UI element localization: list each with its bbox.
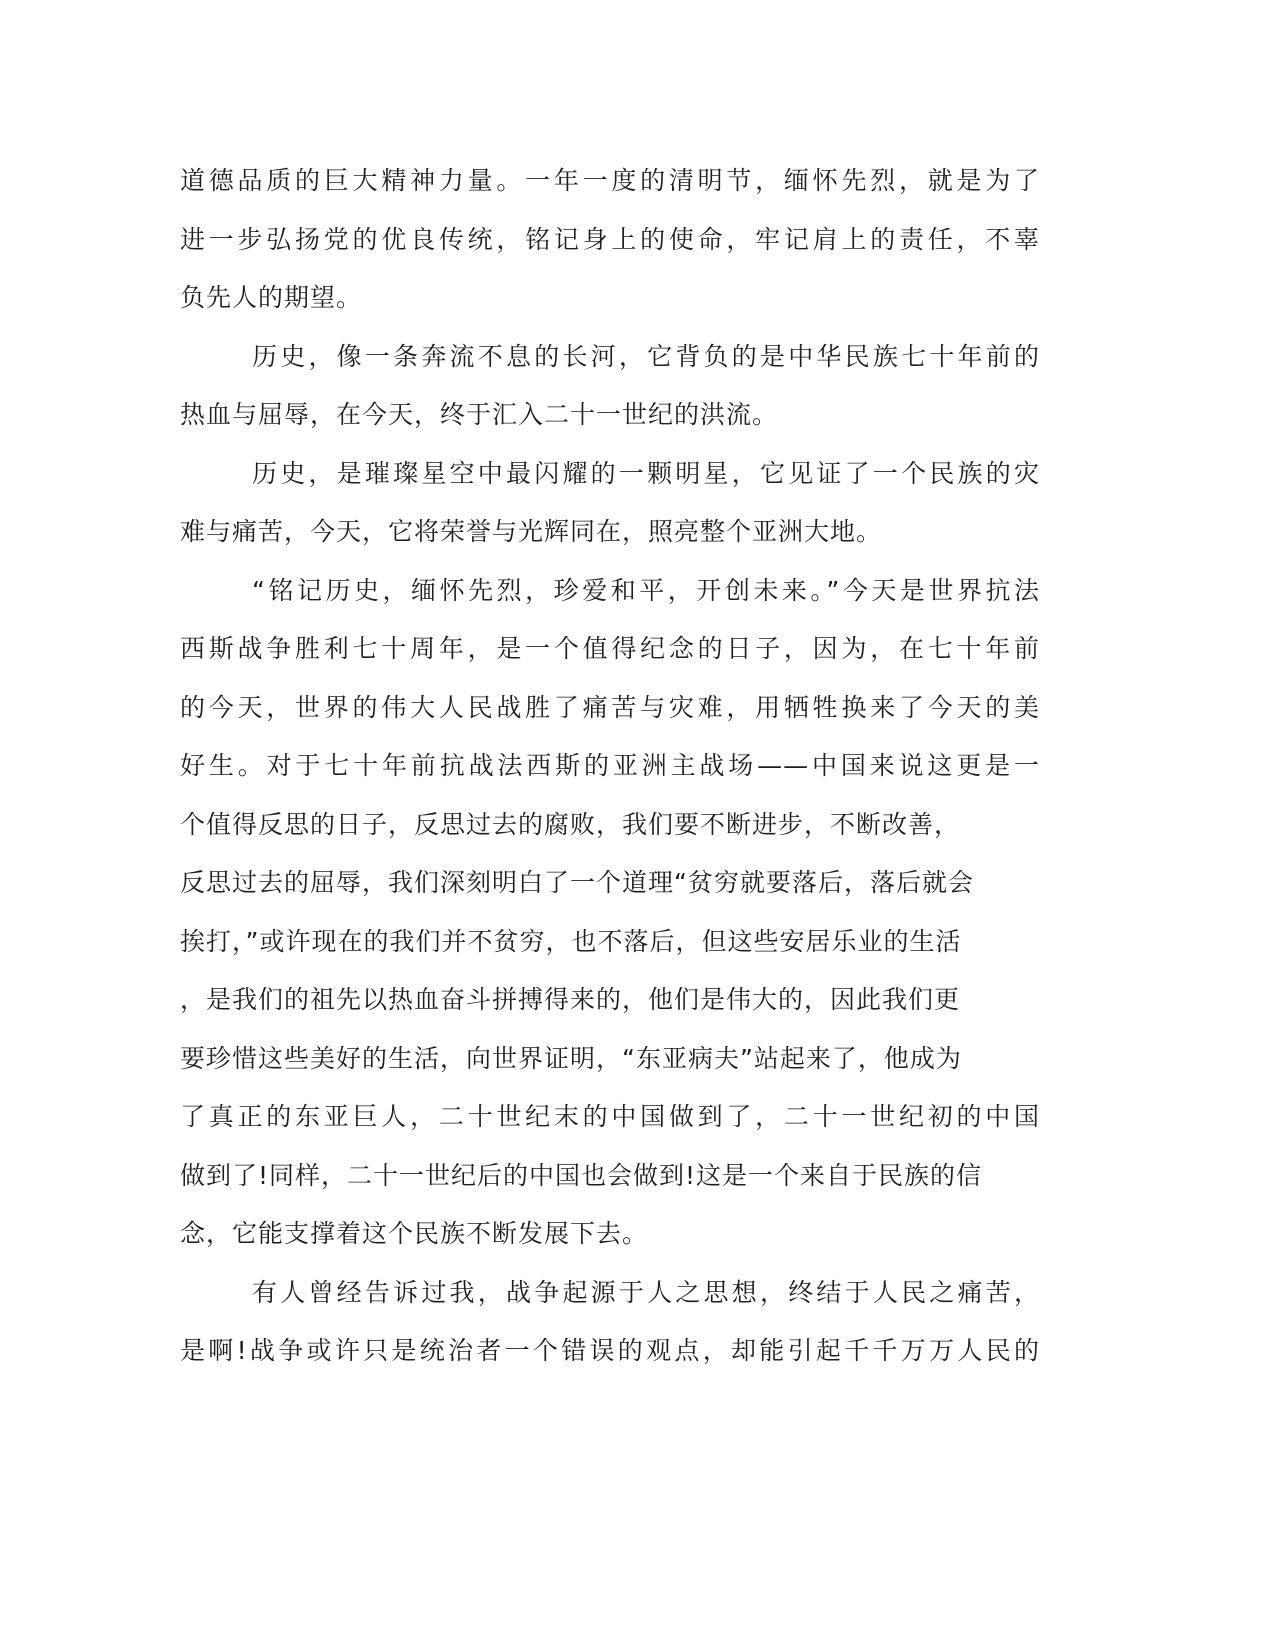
text-line: 难与痛苦，今天，它将荣誉与光辉同在，照亮整个亚洲大地。 [180,517,883,546]
text-line: 个值得反思的日子，反思过去的腐败，我们要不断进步，不断改善， [180,809,961,839]
text-line: 的今天，世界的伟大人民战胜了痛苦与灾难，用牺牲换来了今天的美 [180,692,1040,722]
text-line: 是啊!战争或许只是统治者一个错误的观点，却能引起千千万万人民的 [180,1336,1040,1365]
text-line: 好生。对于七十年前抗战法西斯的亚洲主战场——中国来说这更是一 [180,751,1040,780]
paragraph-first-line: 历史，是璀璨星空中最闪耀的一颗明星，它见证了一个民族的灾 [252,458,1040,488]
text-line: 挨打，”或许现在的我们并不贫穷，也不落后，但这些安居乐业的生活 [180,926,962,956]
text-line: 了真正的东亚巨人，二十世纪末的中国做到了，二十一世纪初的中国 [180,1102,1040,1131]
text-line: 做到了!同样，二十一世纪后的中国也会做到!这是一个来自于民族的信 [180,1160,983,1190]
text-line: 反思过去的屈辱，我们深刻明白了一个道理“贫穷就要落后，落后就会 [180,868,974,897]
paragraph-first-line: 历史，像一条奔流不息的长河，它背负的是中华民族七十年前的 [252,341,1040,371]
text-line: 热血与屈辱，在今天，终于汇入二十一世纪的洪流。 [180,400,779,429]
text-line: 道德品质的巨大精神力量。一年一度的清明节，缅怀先烈，就是为了 [180,166,1040,195]
body-text [180,152,1040,1381]
text-line: 念，它能支撑着这个民族不断发展下去。 [180,1219,649,1248]
paragraph-first-line: “铭记历史，缅怀先烈，珍爱和平，开创未来。”今天是世界抗法 [252,575,1040,605]
text-line: 西斯战争胜利七十周年，是一个值得纪念的日子，因为，在七十年前 [180,634,1040,663]
paragraph-first-line: 有人曾经告诉过我，战争起源于人之思想，终结于人民之痛苦， [252,1277,1040,1307]
text-line: 要珍惜这些美好的生活，向世界证明，“东亚病夫”站起来了，他成为 [180,1043,962,1073]
text-line: 进一步弘扬党的优良传统，铭记身上的使命，牢记肩上的责任，不辜 [180,224,1040,254]
text-line: ，是我们的祖先以热血奋斗拼搏得来的，他们是伟大的，因此我们更 [180,985,961,1014]
text-line: 负先人的期望。 [180,283,363,312]
